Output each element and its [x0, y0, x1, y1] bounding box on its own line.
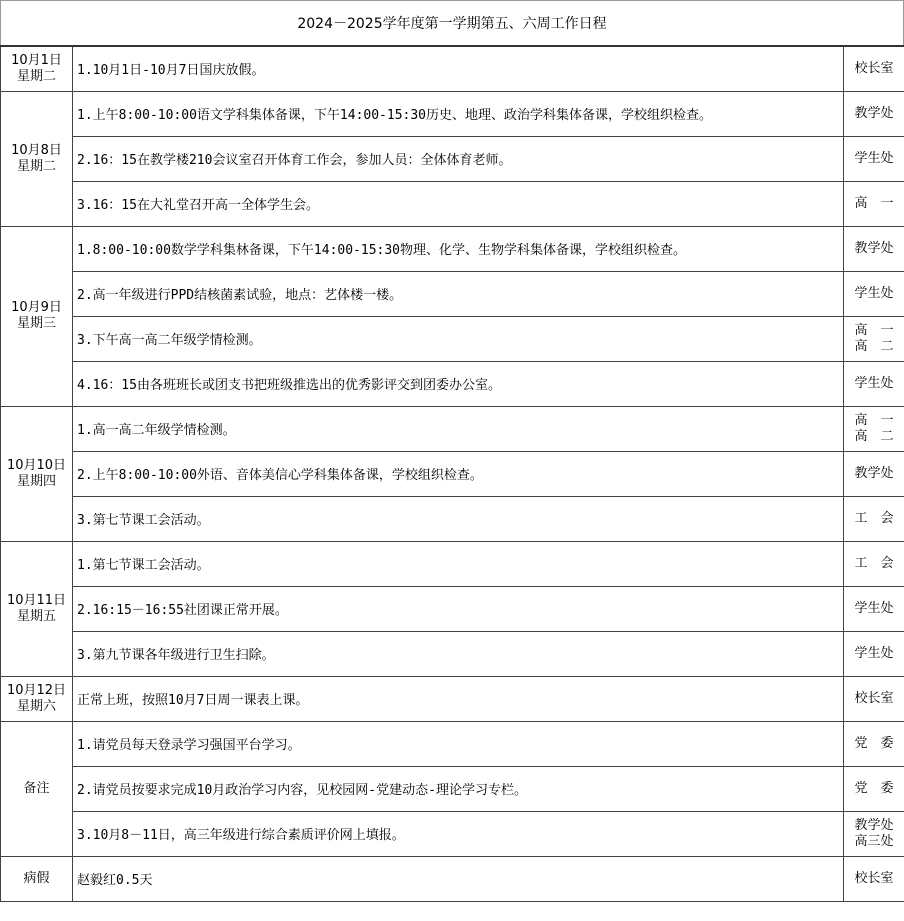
table-row [1, 631, 904, 676]
department-label: 工 会 [854, 510, 894, 526]
department-label: 教学处 [854, 465, 894, 481]
date-cell [1, 406, 73, 541]
department-label: 高三处 [854, 833, 894, 849]
schedule-item-text: 1.请党员每天登录学习强国平台学习。 [73, 721, 844, 766]
schedule-item-text: 正常上班，按照10月7日周一课表上课。 [73, 676, 844, 721]
date-cell [1, 91, 73, 226]
weekday-label: 星期六 [16, 698, 56, 714]
department-cell [844, 316, 904, 361]
department-cell [844, 136, 904, 181]
date-cell [1, 541, 73, 676]
schedule-item-text: 1.8:00-10:00数学学科集林备课，下午14:00-15:30物理、化学、生物学科集体备课，学校组织检查。 [73, 226, 844, 271]
department-label: 校长室 [854, 870, 894, 886]
weekday-label: 星期二 [16, 158, 56, 174]
schedule-item-text: 2.上午8:00-10:00外语、音体美信心学科集体备课，学校组织检查。 [73, 451, 844, 496]
date-cell [1, 46, 73, 91]
date-label: 备注 [23, 780, 50, 796]
department-cell [844, 451, 904, 496]
department-cell [844, 721, 904, 766]
schedule-item-text: 赵毅红0.5天 [73, 856, 844, 901]
date-label: 10月10日 [6, 457, 67, 473]
table-row [1, 451, 904, 496]
weekday-label: 星期五 [16, 608, 56, 624]
department-label: 学生处 [854, 645, 894, 661]
date-label: 10月9日 [11, 300, 62, 315]
table-row [1, 541, 904, 586]
table-row [1, 361, 904, 406]
schedule-item-text: 1.上午8:00-10:00语文学科集体备课，下午14:00-15:30历史、地理、政治学科集体备课，学校组织检查。 [73, 91, 844, 136]
department-label: 工 会 [854, 555, 894, 571]
date-cell [1, 856, 73, 901]
department-cell [844, 406, 904, 451]
schedule-table [0, 45, 904, 902]
schedule-item-text: 1.高一高二年级学情检测。 [73, 406, 844, 451]
department-cell [844, 181, 904, 226]
department-cell [844, 46, 904, 91]
date-label: 10月11日 [6, 592, 67, 608]
department-label: 教学处 [854, 105, 894, 121]
table-row [1, 586, 904, 631]
department-label: 教学处 [854, 240, 894, 256]
department-label: 校长室 [854, 690, 894, 706]
date-cell [1, 226, 73, 406]
department-label: 高 二 [854, 428, 894, 444]
table-row [1, 181, 904, 226]
department-label: 党 委 [854, 735, 894, 751]
date-cell [1, 676, 73, 721]
table-row [1, 406, 904, 451]
date-label: 10月12日 [6, 682, 67, 698]
department-cell [844, 496, 904, 541]
schedule-item-text: 3.第九节课各年级进行卫生扫除。 [73, 631, 844, 676]
schedule-item-text: 3.16：15在大礼堂召开高一全体学生会。 [73, 181, 844, 226]
weekday-label: 星期三 [16, 316, 56, 331]
department-label: 学生处 [854, 375, 894, 391]
department-label: 高 一 [854, 195, 894, 211]
schedule-item-text: 2.16：15在教学楼210会议室召开体育工作会，参加人员：全体体育老师。 [73, 136, 844, 181]
table-row [1, 46, 904, 91]
department-label: 学生处 [854, 600, 894, 616]
schedule-title: 2024－2025学年度第一学期第五、六周工作日程 [0, 0, 904, 45]
date-label: 病假 [23, 870, 50, 886]
table-row [1, 136, 904, 181]
schedule-item-text: 3.第七节课工会活动。 [73, 496, 844, 541]
department-cell [844, 676, 904, 721]
department-label: 党 委 [854, 780, 894, 796]
department-cell [844, 586, 904, 631]
schedule-body [1, 46, 904, 901]
table-row [1, 316, 904, 361]
date-label: 10月1日 [11, 52, 62, 68]
department-cell [844, 811, 904, 856]
schedule-item-text: 1.第七节课工会活动。 [73, 541, 844, 586]
table-row [1, 766, 904, 811]
table-row [1, 856, 904, 901]
table-row [1, 91, 904, 136]
weekday-label: 星期四 [16, 473, 56, 489]
department-cell [844, 856, 904, 901]
schedule-item-text: 2.16:15－16:55社团课正常开展。 [73, 586, 844, 631]
schedule-item-text: 1.10月1日-10月7日国庆放假。 [73, 46, 844, 91]
department-label: 教学处 [854, 817, 894, 833]
schedule-item-text: 3.10月8－11日，高三年级进行综合素质评价网上填报。 [73, 811, 844, 856]
department-cell [844, 631, 904, 676]
weekday-label: 星期二 [16, 68, 56, 84]
department-label: 高 一 [854, 412, 894, 428]
table-row [1, 721, 904, 766]
department-cell [844, 91, 904, 136]
department-cell [844, 361, 904, 406]
department-cell [844, 226, 904, 271]
department-label: 高 一 [854, 322, 894, 338]
department-label: 校长室 [854, 60, 894, 76]
schedule-item-text: 2.高一年级进行PPD结核菌素试验，地点：艺体楼一楼。 [73, 271, 844, 316]
department-cell [844, 766, 904, 811]
department-label: 学生处 [854, 285, 894, 301]
table-row [1, 811, 904, 856]
schedule-item-text: 4.16：15由各班班长或团支书把班级推选出的优秀影评交到团委办公室。 [73, 361, 844, 406]
schedule-item-text: 3.下午高一高二年级学情检测。 [73, 316, 844, 361]
table-row [1, 226, 904, 271]
department-label: 学生处 [854, 150, 894, 166]
table-row [1, 676, 904, 721]
department-label: 高 二 [854, 338, 894, 354]
date-label: 10月8日 [11, 142, 62, 158]
table-row [1, 271, 904, 316]
department-cell [844, 271, 904, 316]
date-cell [1, 721, 73, 856]
schedule-item-text: 2.请党员按要求完成10月政治学习内容，见校园网-党建动态-理论学习专栏。 [73, 766, 844, 811]
department-cell [844, 541, 904, 586]
table-row [1, 496, 904, 541]
